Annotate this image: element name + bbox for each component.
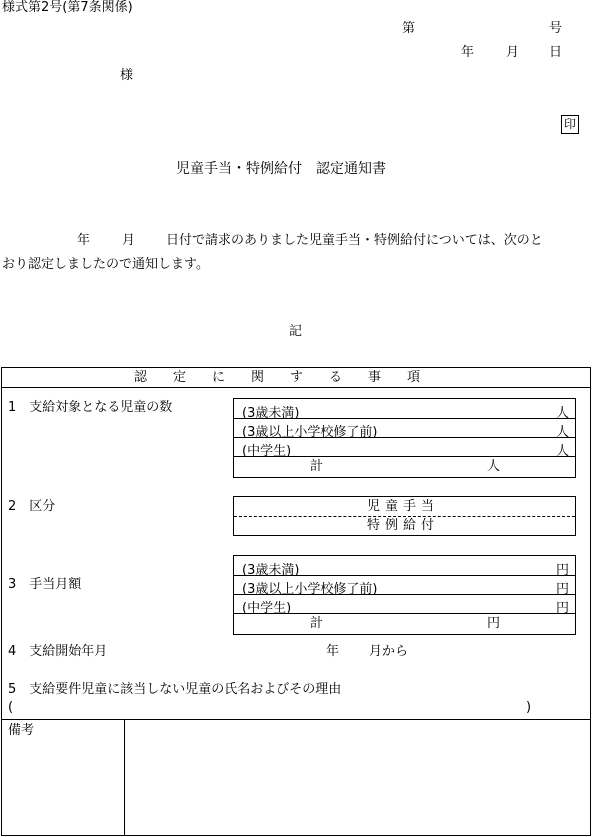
row-unit: 人 <box>555 444 569 459</box>
body-month: 月 <box>122 233 136 248</box>
item5-open-paren: ( <box>8 700 14 715</box>
body-year: 年 <box>77 233 91 248</box>
ki-mark: 記 <box>289 324 303 339</box>
row-label: (3歳未満) <box>242 563 300 578</box>
recipient-honorific: 様 <box>120 68 134 83</box>
row-unit: 人 <box>555 425 569 440</box>
remarks-label: 備考 <box>8 723 35 738</box>
document-title: 児童手当・特例給付 認定通知書 <box>176 161 386 177</box>
remarks-divider <box>1 719 591 720</box>
item2-category-box <box>233 496 576 536</box>
option-special-benefit: 特例給付 <box>367 518 440 533</box>
item2-label: 2 区分 <box>8 499 56 514</box>
total-unit: 円 <box>487 616 501 631</box>
table-header-divider <box>1 387 591 388</box>
item4-month-from: 月から <box>369 644 409 659</box>
remarks-column-divider <box>124 719 125 836</box>
row-label: (中学生) <box>242 601 292 616</box>
total-unit: 人 <box>487 459 501 474</box>
category-option-upper <box>234 497 575 517</box>
date-year: 年 <box>461 45 475 60</box>
item1-count-box <box>233 398 576 478</box>
row-label: (中学生) <box>242 444 292 459</box>
row-unit: 円 <box>555 563 569 578</box>
option-child-allowance: 児童手当 <box>367 499 440 514</box>
date-day: 日 <box>549 45 563 60</box>
seal-mark: 印 <box>561 115 579 134</box>
category-option-lower <box>234 516 575 536</box>
row-unit: 円 <box>555 601 569 616</box>
body-line2: おり認定しましたので通知します。 <box>2 257 209 272</box>
number-prefix: 第 <box>402 21 416 36</box>
date-month: 月 <box>506 45 520 60</box>
item4-year: 年 <box>326 644 340 659</box>
item3-row-total <box>234 614 575 634</box>
body-line1: 日付で請求のありました児童手当・特例給付については、次のと <box>166 233 543 248</box>
item1-row-under3 <box>234 399 575 419</box>
row-label: (3歳未満) <box>242 406 300 421</box>
item3-row-elementary <box>234 575 575 595</box>
item4-label: 4 支給開始年月 <box>8 644 108 659</box>
item1-label: 1 支給対象となる児童の数 <box>8 400 173 415</box>
total-label: 計 <box>310 459 324 474</box>
item3-amount-box <box>233 555 576 635</box>
row-label: (3歳以上小学校修了前) <box>242 582 378 597</box>
row-label: (3歳以上小学校修了前) <box>242 425 378 440</box>
table-header: 認 定 に 関 す る 事 項 <box>134 370 421 385</box>
item1-row-total <box>234 457 575 477</box>
item3-row-junior-high <box>234 594 575 614</box>
number-suffix: 号 <box>549 21 563 36</box>
row-unit: 円 <box>555 582 569 597</box>
total-label: 計 <box>310 616 324 631</box>
row-unit: 人 <box>555 406 569 421</box>
item3-row-under3 <box>234 556 575 576</box>
item5-label: 5 支給要件児童に該当しない児童の氏名およびその理由 <box>8 682 342 697</box>
item1-row-junior-high <box>234 437 575 457</box>
item5-close-paren: ) <box>526 700 532 715</box>
form-label: 様式第2号(第7条関係) <box>2 0 133 15</box>
item3-label: 3 手当月額 <box>8 577 82 592</box>
item1-row-elementary <box>234 418 575 438</box>
